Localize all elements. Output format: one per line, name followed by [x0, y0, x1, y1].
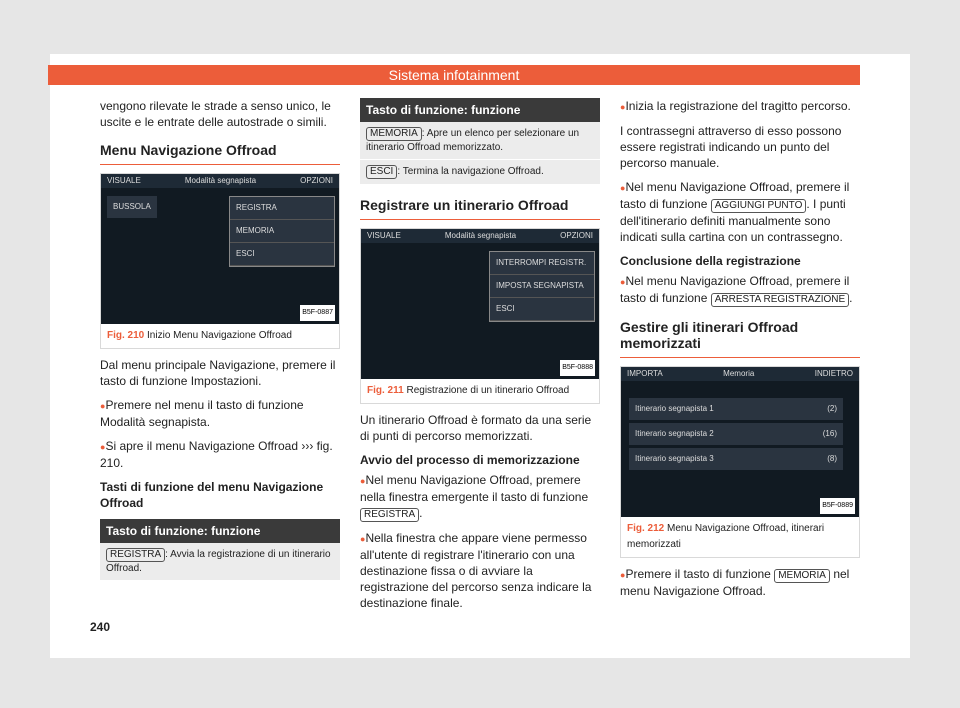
screen-211: VISUALE Modalità segnapista OPZIONI INTERROMPI REGISTR. IMPOSTA SEGNAPISTA ESCI B5F-0888 [361, 229, 599, 379]
function-table-cont [360, 98, 600, 185]
screen-field: BUSSOLA [107, 196, 157, 218]
bullet: ● Inizia la registrazione del tragitto percorso. [620, 98, 860, 115]
list-item: Itinerario segnapista 3 (8) [629, 448, 843, 470]
heading-register: Registrare un itinerario Offroad [360, 197, 600, 220]
heading-menu: Menu Navigazione Offroad [100, 142, 340, 165]
heading-memorized: Gestire gli itinerari Offroad memorizzati [620, 319, 860, 358]
bullet: ● Premere il tasto di funzione MEMORIA nel menu Navigazione Offroad. [620, 566, 860, 599]
menu-item: INTERROMPI REGISTR. [490, 252, 594, 275]
screen-212: IMPORTA Memoria INDIETRO Itinerario segnapista 1 (2) Itinerario segnapista 2 (16) Itinerario segnapista 3 (8) B5F-0889 [621, 367, 859, 517]
screen-210 [101, 174, 339, 324]
figure-caption: Fig. 210 Inizio Menu Navigazione Offroad [107, 330, 292, 341]
figure-code: B5F-0889 [820, 498, 855, 514]
heading-end: Conclusione della registrazione [620, 254, 801, 268]
heading-process: Avvio del processo di memorizzazione [360, 453, 580, 467]
table-header: Tasto di funzione: funzione [100, 519, 340, 543]
figure-210 [100, 173, 340, 349]
bullet: ● Nel menu Navigazione Offroad, premere il tasto di funzione AGGIUNGI PUNTO . I punti dell'itinerario definiti manualmente sono indicati sulla cartina con un contrassegno. [620, 179, 860, 245]
bullet: ● Si apre il menu Navigazione Offroad ››› fig. 210. [100, 438, 340, 471]
paragraph: I contrassegni attraverso di esso possono essere registrati indicando un punto del percorso manuale. [620, 124, 842, 170]
figure-212 [620, 366, 860, 558]
figure-code: B5F-0887 [300, 305, 335, 321]
table-row: REGISTRA : Avvia la registrazione di un itinerario Offroad. [100, 543, 340, 581]
table-row: MEMORIA : Apre un elenco per selezionare un itinerario Offroad memorizzato. [360, 122, 600, 160]
figure-caption: Fig. 212 Menu Navigazione Offroad, itinerari memorizzati [627, 523, 825, 550]
screen-tab: Modalità segnapista [184, 176, 257, 185]
menu-item: MEMORIA [230, 220, 334, 243]
page-number: 240 [90, 620, 111, 634]
table-header: Tasto di funzione: funzione [360, 98, 600, 122]
table-row: ESCI : Termina la navigazione Offroad. [360, 160, 600, 185]
figure-code: B5F-0888 [560, 360, 595, 376]
column-2 [360, 98, 600, 619]
section-header: Sistema infotainment [48, 65, 860, 85]
heading-keys: Tasti di funzione del menu Navigazione Offroad [100, 480, 324, 510]
memory-list [629, 395, 843, 473]
list-item: Itinerario segnapista 2 (16) [629, 423, 843, 445]
figure-caption: Fig. 211 Registrazione di un itinerario Offroad [367, 385, 570, 396]
menu-item: ESCI [490, 298, 594, 321]
bullet: ● Premere nel menu il tasto di funzione Modalità segnapista. [100, 397, 340, 430]
column-3 [620, 98, 860, 607]
screen-tab: VISUALE [107, 176, 141, 185]
column-1 [100, 98, 340, 589]
menu-item: ESCI [230, 243, 334, 266]
function-table [100, 519, 340, 581]
menu-item: REGISTRA [230, 197, 334, 220]
list-item: Itinerario segnapista 1 (2) [629, 398, 843, 420]
bullet: ● Nel menu Navigazione Offroad, premere nella finestra emergente il tasto di funzione REGISTRA . [360, 472, 600, 522]
figure-211 [360, 228, 600, 404]
bullet: ● Nel menu Navigazione Offroad, premere il tasto di funzione ARRESTA REGISTRAZIONE . [620, 273, 860, 307]
paragraph: Dal menu principale Navigazione, premere il tasto di funzione Impostazioni. [100, 358, 336, 388]
bullet: ● Nella finestra che appare viene permesso all'utente di registrare l'itinerario con una destinazione fissa o di avviare la registrazione del percorso senza indicare la destinazione finale. [360, 530, 600, 611]
paragraph: Un itinerario Offroad è formato da una serie di punti di percorso memorizzati. [360, 413, 592, 443]
intro-text: vengono rilevate le strade a senso unico, le uscite e le entrate delle autostrade o simili. [100, 99, 331, 129]
screen-tab: OPZIONI [300, 176, 333, 185]
menu-item: IMPOSTA SEGNAPISTA [490, 275, 594, 298]
